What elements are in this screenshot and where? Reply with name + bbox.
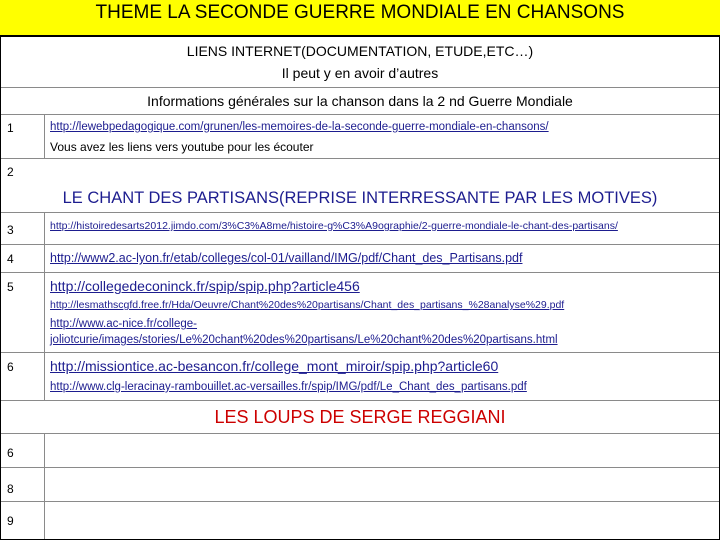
row-number: 9	[7, 514, 14, 528]
column-divider	[44, 273, 45, 353]
row-number: 3	[7, 223, 14, 237]
column-divider	[44, 468, 45, 502]
table-header	[1, 37, 719, 88]
header-line-2: Il peut y en avoir d’autres	[281, 65, 439, 81]
link-ac-nice-line1[interactable]: http://www.ac-nice.fr/college-	[50, 318, 198, 330]
table-row	[1, 213, 719, 245]
column-divider	[44, 213, 45, 245]
page-title: THEME LA SECONDE GUERRE MONDIALE EN CHANSONS	[95, 2, 625, 23]
link-ac-nice-line2[interactable]: joliotcurie/images/stories/Le%20chant%20des%20partisans/Le%20chant%20des%20partisans.html	[50, 334, 558, 346]
table-row	[1, 468, 719, 502]
row-number: 8	[7, 482, 14, 496]
link-ac-lyon[interactable]: http://www2.ac-lyon.fr/etab/colleges/col-01/vailland/IMG/pdf/Chant_des_Partisans.pdf	[50, 251, 523, 265]
row-number: 5	[7, 280, 14, 294]
general-info-heading: Informations générales sur la chanson dans la 2 nd Guerre Mondiale	[147, 93, 573, 109]
row-number: 1	[7, 121, 14, 135]
row-number: 6	[7, 360, 14, 374]
link-collegedeconinck[interactable]: http://collegedeconinck.fr/spip/spip.php?article456	[50, 278, 360, 294]
table-row	[1, 434, 719, 468]
table-row	[1, 502, 719, 539]
table-row	[1, 273, 719, 353]
section-heading-partisans: LE CHANT DES PARTISANS(REPRISE INTERRESSANTE PAR LES MOTIVES)	[62, 189, 658, 207]
column-divider	[44, 115, 45, 159]
column-divider	[44, 502, 45, 539]
link-clg-leracinay[interactable]: http://www.clg-leracinay-rambouillet.ac-versailles.fr/spip/IMG/pdf/Le_Chant_des_partisans.pdf	[50, 381, 527, 393]
table-row	[1, 245, 719, 273]
row-number: 2	[7, 165, 14, 179]
section-row-loups	[1, 401, 719, 434]
header-line-1: LIENS INTERNET(DOCUMENTATION, ETUDE,ETC…)	[186, 43, 534, 59]
table-row	[1, 353, 719, 401]
row-number: 6	[7, 446, 14, 460]
link-lesmathscgfd[interactable]: http://lesmathscgfd.free.fr/Hda/Oeuvre/Chant%20des%20partisans/Chant_des_partisans_%28analyse%29.pdf	[50, 299, 565, 311]
general-info-row	[1, 88, 719, 115]
title-bar	[0, 0, 720, 36]
table-row	[1, 159, 719, 183]
column-divider	[44, 434, 45, 468]
link-lewebpedagogique[interactable]: http://lewebpedagogique.com/grunen/les-memoires-de-la-seconde-guerre-mondiale-en-chansons/	[50, 121, 549, 133]
youtube-note: Vous avez les liens vers youtube pour les écouter	[50, 140, 314, 154]
section-row-partisans	[1, 183, 719, 213]
link-missiontice[interactable]: http://missiontice.ac-besancon.fr/college_mont_miroir/spip.php?article60	[50, 358, 499, 374]
row-number: 4	[7, 252, 14, 266]
links-table	[0, 36, 720, 540]
section-heading-loups: LES LOUPS DE SERGE REGGIANI	[214, 407, 506, 427]
column-divider	[44, 353, 45, 401]
link-histoiredesarts[interactable]: http://histoiredesarts2012.jimdo.com/3%C3%A8me/histoire-g%C3%A9ographie/2-guerre-mondiale-le-chant-des-partisans/	[50, 220, 618, 232]
table-row	[1, 115, 719, 159]
column-divider	[44, 245, 45, 273]
